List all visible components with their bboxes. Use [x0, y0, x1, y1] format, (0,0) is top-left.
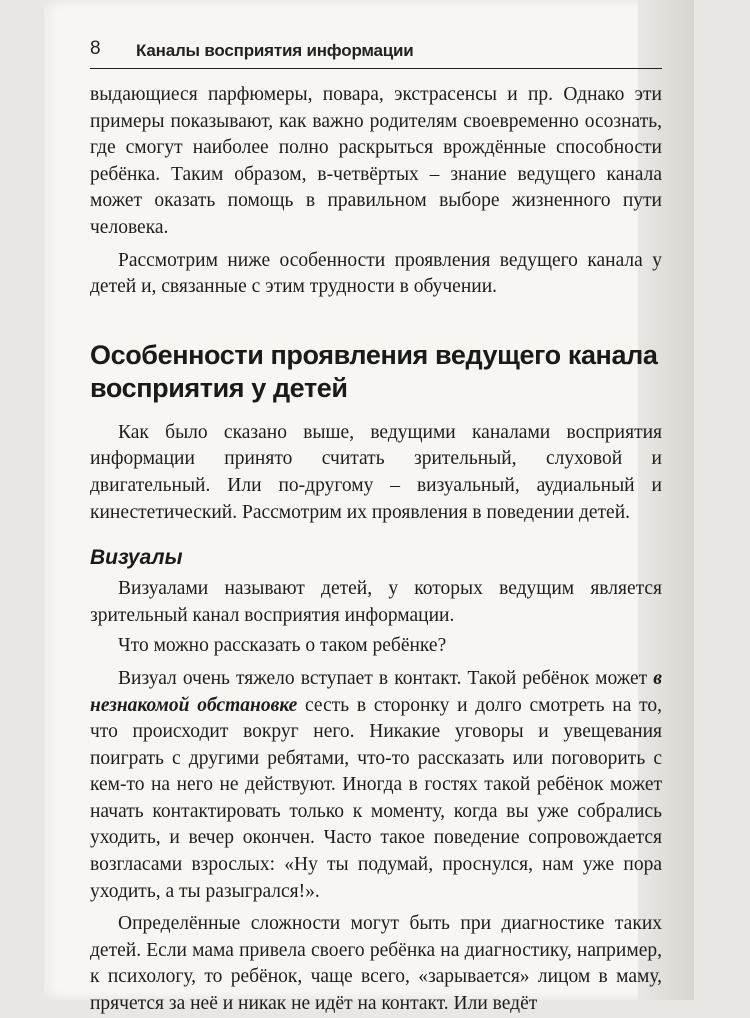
section-heading: [90, 339, 662, 405]
running-header: [90, 34, 662, 69]
running-title: Каналы восприятия информации: [136, 41, 414, 60]
paragraph-5: Что можно рассказать о таком ребёнке?: [118, 635, 447, 657]
paragraph-3: Как было сказано выше, ведущими каналами восприятия информации принято считать зрительный, слуховой и двигательный. Или по-другому – визуальный, аудиальный и кинестетический. Рассмотрим их проявления в поведении детей.: [90, 421, 662, 523]
paragraph-1: выдающиеся парфюмеры, повара, экстрасенсы и пр. Однако эти примеры показывают, как важно родителям своевременно осознать, где смогут наиболее полно раскрыться врождённые способности ребёнка. Таким образом, в-четвёртых – знание ведущего канала может оказать помощь в правильном выборе жизненного пути человека.: [90, 84, 662, 238]
subheading: Визуалы: [90, 546, 183, 570]
paragraph-2: Рассмотрим ниже особенности проявления ведущего канала у детей и, связанные с этим трудности в обучении.: [90, 249, 662, 298]
paragraph-7: Определённые сложности могут быть при диагностике таких детей. Если мама привела своего ребёнка на диагностику, например, к психологу, то ребёнок, чаще всего, «зарывается» лицом в маму, прячется за неё и никак не идёт на контакт. Или ведёт: [90, 913, 662, 1015]
paragraph-6-end: сесть в сторонку и долго смотреть на то, что происходит вокруг него. Никакие уговоры и увещевания поиграть с другими ребятами, что-то рассказать или поговорить с кем-то на него не действуют. Иногда в гостях такой ребёнок может начать контактировать только к моменту, когда вы уже собрались уходить, и вечер окончен. Часто такое поведение сопровождается возгласами взрослых: «Ну ты подумай, проснулся, нам уже пора уходить, а ты разыгрался!».: [90, 694, 662, 902]
paragraph-6-emphasis: в незнакомой обстановке: [90, 667, 662, 716]
paragraph-6: [90, 666, 662, 905]
section-heading-line-1: Особенности проявления ведущего канала: [90, 339, 658, 370]
page-number: 8: [90, 38, 101, 59]
paragraph-6-start: Визуал очень тяжело вступает в контакт. Такой ребёнок может: [118, 667, 654, 689]
page-content: [90, 82, 662, 1018]
paragraph-4: Визуалами называют детей, у которых ведущим является зрительный канал восприятия информации.: [90, 578, 662, 626]
section-heading-line-2: восприятия у детей: [90, 372, 348, 403]
